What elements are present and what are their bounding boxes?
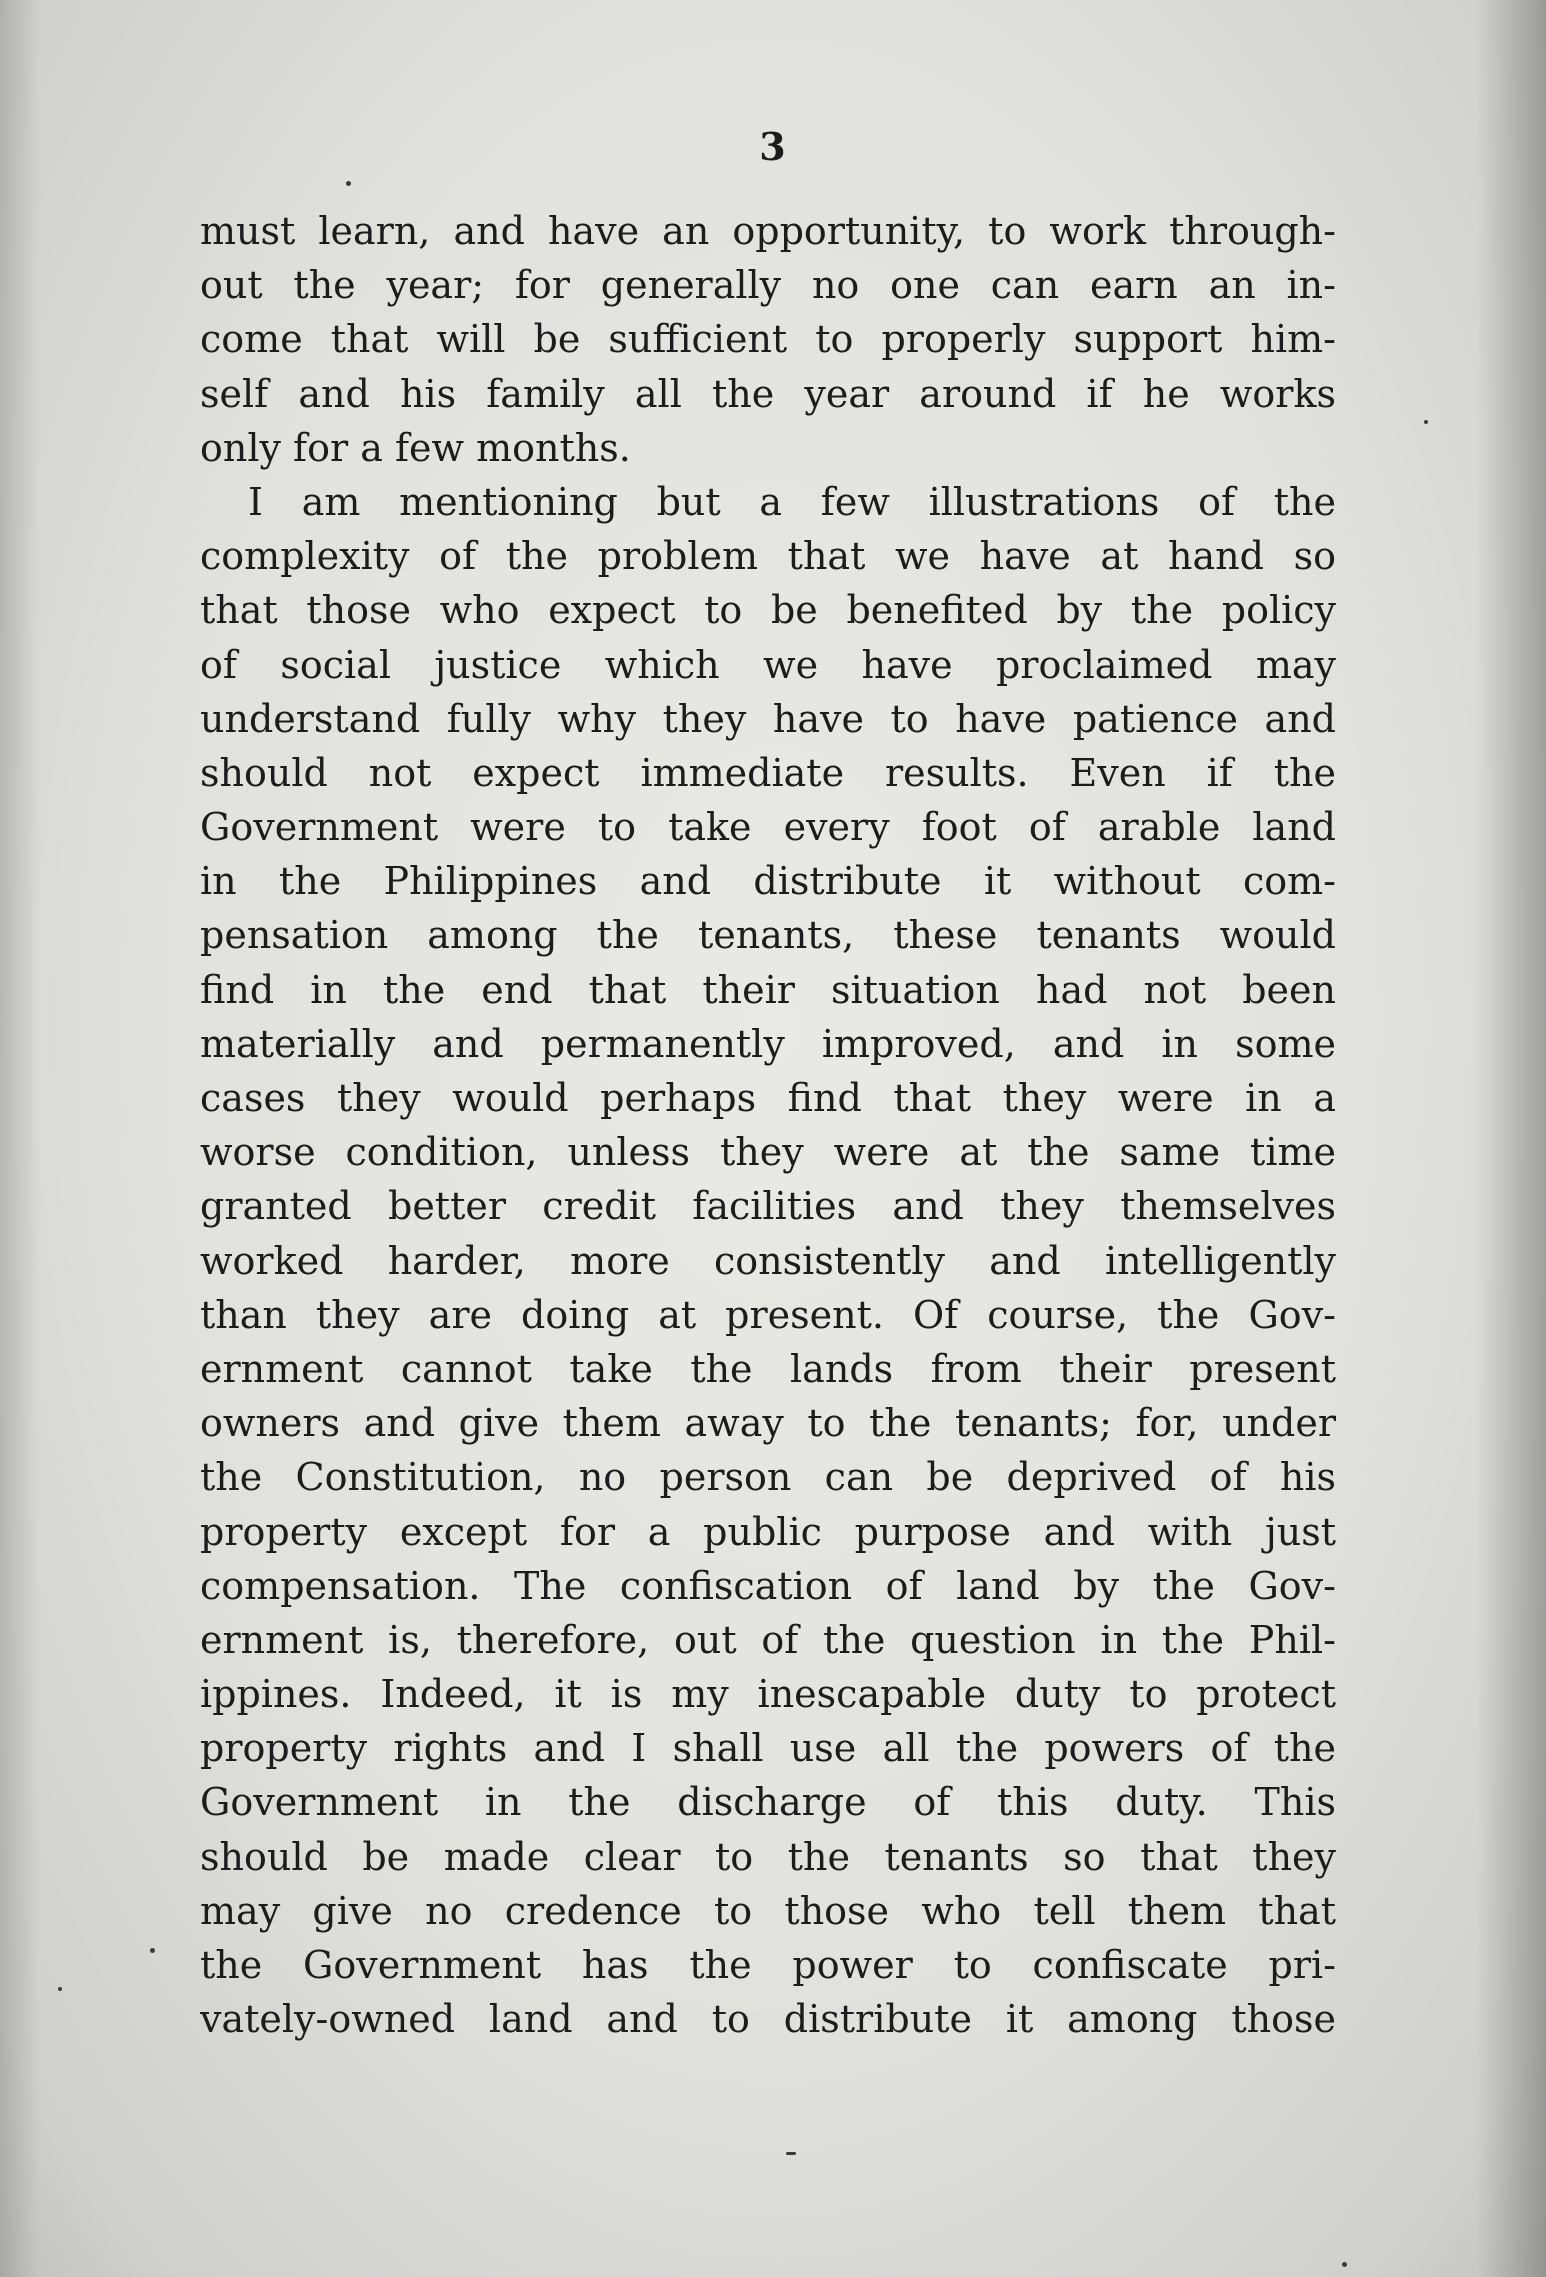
text-line: find in the end that their situation had not been bbox=[200, 967, 1336, 1012]
text-line: materially and permanently improved, and in some bbox=[200, 1021, 1336, 1066]
paper-speck bbox=[58, 1987, 62, 1991]
text-line: self and his family all the year around if he works bbox=[200, 371, 1336, 416]
text-line: vately-owned land and to distribute it among those bbox=[200, 1997, 1336, 2042]
text-line: pensation among the tenants, these tenants would bbox=[200, 913, 1336, 958]
text-line: may give no credence to those who tell them that bbox=[200, 1888, 1336, 1933]
text-line: property rights and I shall use all the powers of the bbox=[200, 1726, 1336, 1771]
text-line: Government in the discharge of this duty. This bbox=[200, 1780, 1336, 1825]
text-line: than they are doing at present. Of course, the Gov- bbox=[200, 1292, 1336, 1337]
page-edge-shadow-right bbox=[1476, 0, 1546, 2277]
text-line: ippines. Indeed, it is my inescapable duty to protect bbox=[200, 1672, 1336, 1717]
text-line: complexity of the problem that we have at hand so bbox=[200, 534, 1336, 579]
text-line: the Government has the power to confiscate pri- bbox=[200, 1943, 1336, 1987]
text-line: come that will be sufficient to properly support him- bbox=[200, 317, 1336, 362]
text-line: ernment cannot take the lands from their present bbox=[200, 1346, 1336, 1391]
text-line: of social justice which we have proclaimed may bbox=[200, 642, 1336, 687]
text-line: I am mentioning but a few illustrations of the bbox=[248, 479, 1336, 524]
text-line: must learn, and have an opportunity, to work through- bbox=[200, 209, 1336, 253]
paper-speck bbox=[1424, 420, 1428, 424]
text-line: understand fully why they have to have patience and bbox=[200, 696, 1336, 741]
text-line: worked harder, more consistently and intelligently bbox=[200, 1238, 1336, 1283]
text-line: Government were to take every foot of arable land bbox=[200, 805, 1336, 850]
body-text bbox=[200, 204, 1336, 2046]
text-line: in the Philippines and distribute it without com- bbox=[200, 859, 1336, 904]
text-line: that those who expect to be benefited by the policy bbox=[200, 588, 1336, 633]
text-line: should not expect immediate results. Even if the bbox=[200, 750, 1336, 795]
text-line: only for a few months. bbox=[200, 425, 631, 470]
text-line: worse condition, unless they were at the same time bbox=[200, 1130, 1336, 1175]
paper-speck bbox=[1342, 2262, 1347, 2267]
text-line: cases they would perhaps find that they were in a bbox=[200, 1076, 1336, 1120]
text-line: ernment is, therefore, out of the question in the Phil- bbox=[200, 1617, 1336, 1662]
text-line: compensation. The confiscation of land by the Gov- bbox=[200, 1563, 1336, 1608]
page-edge-shadow-left bbox=[0, 0, 40, 2277]
text-line: should be made clear to the tenants so that they bbox=[200, 1834, 1336, 1879]
paper-speck bbox=[346, 181, 351, 186]
page-number: 3 bbox=[759, 124, 787, 169]
paper-speck bbox=[786, 2152, 796, 2155]
text-line: granted better credit facilities and they themselves bbox=[200, 1184, 1336, 1229]
text-line: out the year; for generally no one can earn an in- bbox=[200, 263, 1336, 308]
paper-speck bbox=[150, 1948, 155, 1953]
text-line: owners and give them away to the tenants; for, under bbox=[200, 1401, 1336, 1446]
text-line: property except for a public purpose and with just bbox=[200, 1509, 1336, 1554]
text-line: the Constitution, no person can be deprived of his bbox=[200, 1455, 1336, 1500]
